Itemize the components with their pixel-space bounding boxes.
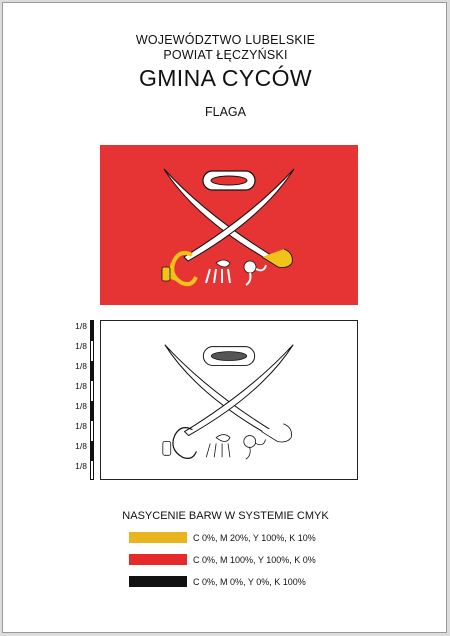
swatch-black — [129, 576, 187, 587]
header-voivodeship: WOJEWÓDZTWO LUBELSKIE — [135, 33, 316, 47]
color-legend-title: NASYCENIE BARW W SYSTEMIE CMYK — [122, 510, 329, 522]
scale-tick: 1/8 — [75, 321, 87, 331]
swatch-red — [129, 554, 187, 565]
scale-tick: 1/8 — [75, 341, 87, 351]
swatch-label-gold: C 0%, M 20%, Y 100%, K 10% — [193, 533, 316, 543]
hilt-left-grip — [162, 267, 170, 281]
tassel — [216, 260, 230, 267]
swatch-gold — [129, 532, 187, 543]
flag-emblem-color — [100, 145, 358, 305]
flag-emblem-outline — [101, 321, 357, 479]
flag-proportion-scale — [90, 320, 94, 480]
flag-color-version — [100, 145, 358, 305]
page-subtitle: FLAGA — [205, 105, 246, 119]
scale-tick: 1/8 — [75, 381, 87, 391]
page-title: GMINA CYCÓW — [138, 65, 313, 91]
flag-outline-version — [100, 320, 358, 480]
document-sheet — [2, 2, 447, 633]
scale-tick: 1/8 — [75, 401, 87, 411]
scale-tick: 1/8 — [75, 361, 87, 371]
swatch-label-red: C 0%, M 100%, Y 100%, K 0% — [193, 555, 316, 565]
header-county: POWIAT ŁĘCZYŃSKI — [163, 48, 288, 62]
scale-tick: 1/8 — [75, 461, 87, 471]
scale-tick: 1/8 — [75, 421, 87, 431]
scale-tick: 1/8 — [75, 441, 87, 451]
swatch-label-black: C 0%, M 0%, Y 0%, K 100% — [193, 577, 306, 587]
shuttle-center — [211, 176, 247, 185]
